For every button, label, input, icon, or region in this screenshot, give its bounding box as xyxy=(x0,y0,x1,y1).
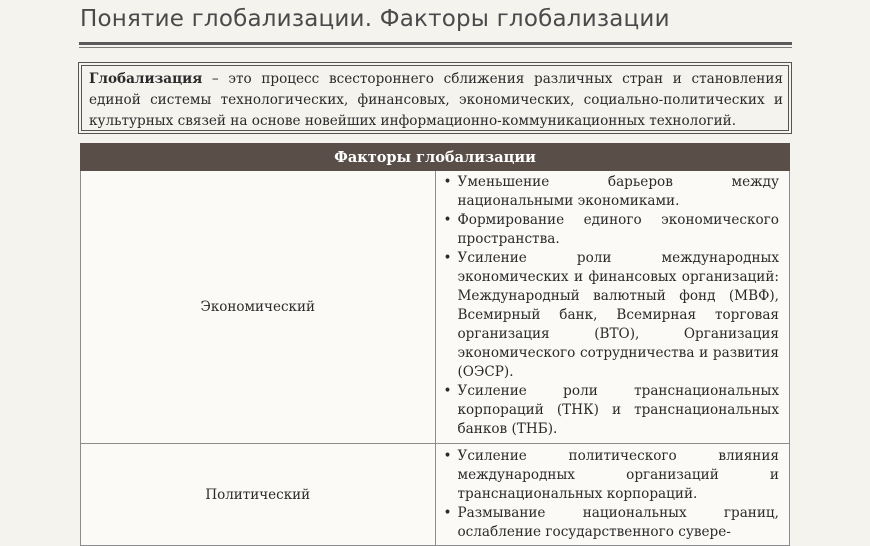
factor-list-political xyxy=(436,444,790,545)
table-header: Факторы глобализации xyxy=(81,144,790,171)
table-row-economic xyxy=(81,171,790,444)
factor-item: • Усиление роли международных экономических и финансовых организаций: Международный валютный фонд (МВФ), Всемирный банк, Всемирная торговая организация (ВТО), Организация экономического сотрудничества и развития (ОЭСР). xyxy=(444,249,780,382)
title-divider-thin xyxy=(79,47,792,48)
title-divider xyxy=(79,42,792,45)
factor-item: • Уменьшение барьеров между национальными экономиками. xyxy=(444,173,780,211)
definition-box xyxy=(78,62,792,134)
factor-item: • Усиление роли транснациональных корпораций (ТНК) и транснациональных банков (ТНБ). xyxy=(444,382,780,439)
category-political: Политический xyxy=(81,444,436,546)
factors-table xyxy=(80,143,790,546)
factor-list-economic xyxy=(436,171,790,443)
definition-text: – это процесс всестороннего сближения различных стран и становления единой системы технологических, финансовых, экономических, социально-политических и культурных связей на основе новейших информационно-коммуникационных технологий. xyxy=(89,71,783,129)
factor-item: • Размывание национальных границ, ослабление государственного сувере- xyxy=(444,504,780,542)
table-row-political xyxy=(81,444,790,546)
definition-term: Глобализация xyxy=(89,71,203,87)
category-economic: Экономический xyxy=(81,171,436,444)
factor-cell-economic xyxy=(435,171,790,444)
factor-item: • Формирование единого экономического пространства. xyxy=(444,211,780,249)
factor-cell-political xyxy=(435,444,790,546)
factor-item: • Усиление политического влияния международных организаций и транснациональных корпораций. xyxy=(444,447,780,504)
page-title: Понятие глобализации. Факторы глобализации xyxy=(80,6,670,32)
